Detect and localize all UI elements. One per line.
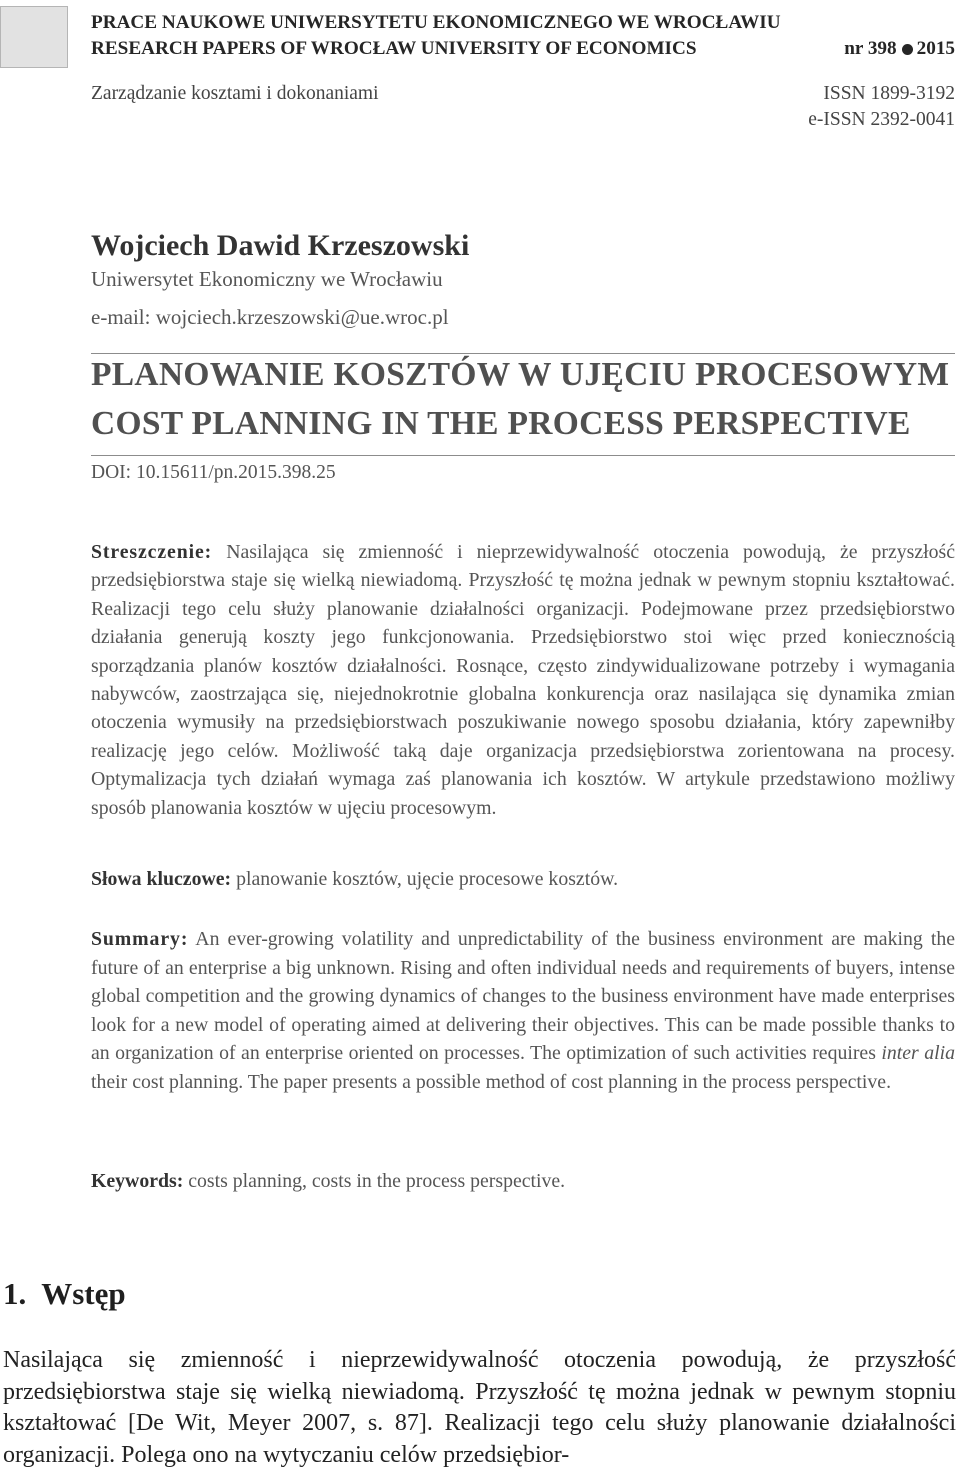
series-title-en: RESEARCH PAPERS OF WROCŁAW UNIVERSITY OF ECONOMICS — [91, 38, 697, 59]
abstract-english-label: Summary: — [91, 928, 189, 950]
keywords-polish — [91, 865, 955, 893]
keywords-english — [91, 1167, 955, 1195]
keywords-polish-text: planowanie kosztów, ujęcie procesowe kosztów. — [236, 868, 619, 890]
journal-logo-square — [0, 6, 68, 68]
paper-title-polish: PLANOWANIE KOSZTÓW W UJĘCIU PROCESOWYM — [91, 356, 950, 393]
author-email: e-mail: wojciech.krzeszowski@ue.wroc.pl — [91, 305, 449, 329]
abstract-english-text-end: their cost planning. The paper presents a possible method of cost planning in the process perspective. — [91, 1070, 892, 1093]
journal-series-polish — [91, 10, 955, 36]
author-name: Wojciech Dawid Krzeszowski — [91, 229, 470, 262]
journal-subject: Zarządzanie kosztami i dokonaniami — [91, 83, 379, 104]
abstract-polish-label: Streszczenie: — [91, 541, 213, 563]
journal-series-english — [91, 36, 955, 62]
abstract-english-italic: inter alia — [881, 1042, 955, 1065]
abstract-polish — [91, 538, 955, 822]
paper-title-english: COST PLANNING IN THE PROCESS PERSPECTIVE — [91, 405, 911, 442]
issue-info — [844, 36, 955, 62]
section-paragraph: Nasilająca się zmienność i nieprzewidywalność otoczenia powodują, że przyszłość przedsiębiorstwa staje się wielką niewiadomą. Przyszłość tę można jednak w pewnym stopniu kształtować [De Wit, Meyer 2007, s. 87]. Realizacji tego celu służy planowanie działalności organizacji. Polega ono na wytyczaniu celów przedsiębior- — [3, 1347, 956, 1468]
issue-year: 2015 — [916, 38, 955, 59]
author-affiliation: Uniwersytet Ekonomiczny we Wrocławiu — [91, 267, 443, 291]
abstract-english — [91, 925, 955, 1097]
section-heading: 1. Wstęp — [3, 1276, 126, 1311]
abstract-polish-text: Nasilająca się zmienność i nieprzewidywalność otoczenia powodują, że przyszłość przedsiębiorstwa staje się wielką niewiadomą. Przyszłość tę można jednak w pewnym stopniu kształtować. Realizacji tego celu służy planowanie działalności organizacji. Podejmowane przez przedsiębiorstwo działania generują koszty jego funkcjonowania. Przedsiębiorstwo stoi więc przed koniecznością sporządzania planów kosztów działalności. Rosnące, często zindywidualizowane potrzeby i wymagania nabywców, zaostrzająca się, niejednokrotnie globalna konkurencja oraz nasilająca się dynamika zmian otoczenia wymusiły na przedsiębiorstwach poszukiwanie nowego sposobu działania, który zapewniłby realizację jego celów. Możliwość taką daje organizacja przedsiębiorstwa zorientowana na procesy. Optymalizacja tych działań wymaga zaś planowania ich kosztów. W artykule przedstawiono możliwy sposób planowania kosztów w ujęciu procesowym. — [91, 541, 955, 819]
keywords-polish-label: Słowa kluczowe: — [91, 868, 232, 890]
abstract-english-text: An ever-growing volatility and unpredictability of the business environment are making the future of an enterprise a big unknown. Rising and often individual needs and requirements of buyers, intense global competition and the growing dynamics of changes to the business environment have made enterprises look for a new model of operating aimed at delivering their objectives. This can be made possible thanks to an organization of an enterprise oriented on processes. The optimization of such activities requires — [91, 928, 955, 1065]
title-rule-bottom — [91, 455, 955, 456]
eissn: e-ISSN 2392-0041 — [808, 109, 955, 130]
issue-number: nr 398 — [844, 38, 897, 59]
doi: DOI: 10.15611/pn.2015.398.25 — [91, 462, 336, 483]
series-title-pl: PRACE NAUKOWE UNIWERSYTETU EKONOMICZNEGO WE WROCŁAWIU — [91, 12, 781, 33]
keywords-english-text: costs planning, costs in the process perspective. — [188, 1170, 566, 1192]
issn: ISSN 1899-3192 — [823, 83, 955, 104]
bullet-icon — [902, 44, 913, 55]
title-rule-top — [91, 353, 955, 354]
keywords-english-label: Keywords: — [91, 1170, 184, 1192]
